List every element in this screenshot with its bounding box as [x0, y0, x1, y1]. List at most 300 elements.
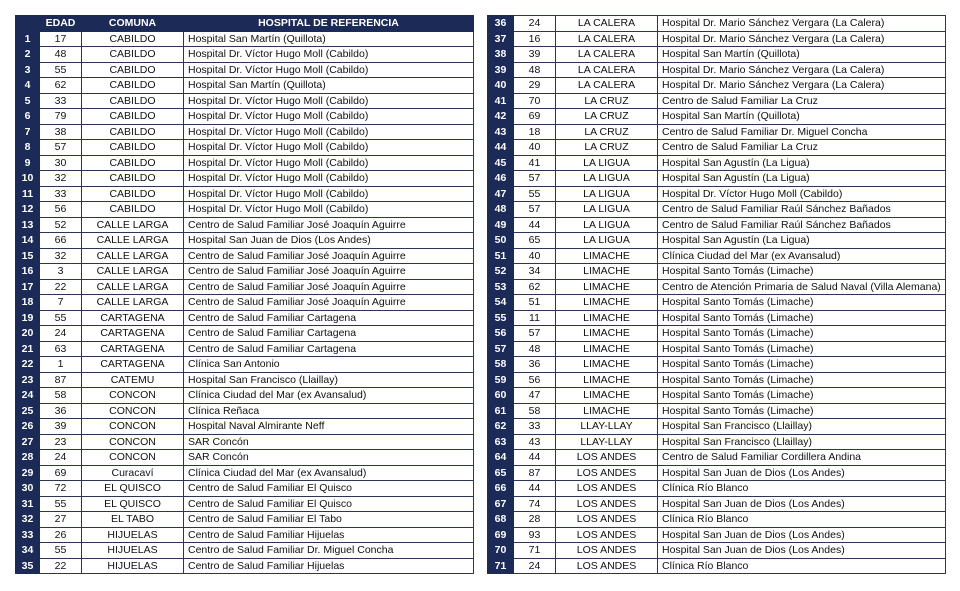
comuna-cell: LA LIGUA	[556, 186, 658, 202]
comuna-cell: CATEMU	[82, 372, 184, 388]
hospital-cell: Centro de Salud Familiar José Joaquín Aguirre	[184, 279, 474, 295]
edad-cell: 34	[514, 264, 556, 280]
comuna-cell: CARTAGENA	[82, 310, 184, 326]
comuna-cell: LIMACHE	[556, 357, 658, 373]
edad-cell: 33	[514, 419, 556, 435]
hospital-cell: Hospital San Francisco (Llaillay)	[658, 419, 946, 435]
comuna-cell: LOS ANDES	[556, 450, 658, 466]
row-number-cell: 34	[16, 543, 40, 559]
comuna-cell: LOS ANDES	[556, 558, 658, 574]
hospital-cell: Hospital Dr. Mario Sánchez Vergara (La Calera)	[658, 78, 946, 94]
comuna-cell: LIMACHE	[556, 264, 658, 280]
edad-cell: 66	[40, 233, 82, 249]
comuna-cell: LA CRUZ	[556, 124, 658, 140]
table-row	[16, 326, 474, 342]
table-row	[488, 341, 946, 357]
hospital-cell: Clínica Río Blanco	[658, 512, 946, 528]
table-row	[16, 264, 474, 280]
edad-cell: 24	[40, 450, 82, 466]
row-number-cell: 47	[488, 186, 514, 202]
hospital-cell: Hospital San Agustín (La Ligua)	[658, 171, 946, 187]
table-row	[16, 419, 474, 435]
row-number-cell: 58	[488, 357, 514, 373]
comuna-cell: LLAY-LLAY	[556, 419, 658, 435]
row-number-cell: 24	[16, 388, 40, 404]
comuna-cell: LIMACHE	[556, 295, 658, 311]
comuna-cell: LIMACHE	[556, 326, 658, 342]
table-row	[16, 543, 474, 559]
table-row	[488, 217, 946, 233]
comuna-cell: LOS ANDES	[556, 527, 658, 543]
edad-cell: 62	[40, 78, 82, 94]
hospital-cell: Hospital San Martín (Quillota)	[658, 47, 946, 63]
row-number-cell: 27	[16, 434, 40, 450]
table-row	[488, 403, 946, 419]
table-body-right	[488, 16, 946, 574]
edad-cell: 23	[40, 434, 82, 450]
hospital-cell: Hospital Dr. Víctor Hugo Moll (Cabildo)	[658, 186, 946, 202]
edad-cell: 40	[514, 140, 556, 156]
hospital-cell: Hospital Santo Tomás (Limache)	[658, 372, 946, 388]
comuna-cell: CARTAGENA	[82, 341, 184, 357]
comuna-cell: LA CALERA	[556, 78, 658, 94]
hospital-cell: Centro de Atención Primaria de Salud Naval (Villa Alemana)	[658, 279, 946, 295]
hospital-cell: Centro de Salud Familiar El Tabo	[184, 512, 474, 528]
hospital-cell: Clínica Ciudad del Mar (ex Avansalud)	[658, 248, 946, 264]
hospital-cell: SAR Concón	[184, 434, 474, 450]
table-row	[16, 202, 474, 218]
hospital-cell: Clínica Ciudad del Mar (ex Avansalud)	[184, 465, 474, 481]
table-row	[488, 93, 946, 109]
comuna-cell: CALLE LARGA	[82, 233, 184, 249]
row-number-cell: 71	[488, 558, 514, 574]
hospital-cell: Hospital Santo Tomás (Limache)	[658, 264, 946, 280]
comuna-cell: HIJUELAS	[82, 543, 184, 559]
hospital-cell: Centro de Salud Familiar José Joaquín Aguirre	[184, 264, 474, 280]
hospital-cell: Hospital San Juan de Dios (Los Andes)	[658, 543, 946, 559]
comuna-cell: LIMACHE	[556, 310, 658, 326]
table-row	[16, 512, 474, 528]
comuna-cell: LIMACHE	[556, 248, 658, 264]
hospital-cell: Hospital San Martín (Quillota)	[184, 31, 474, 47]
comuna-cell: CABILDO	[82, 31, 184, 47]
comuna-cell: LOS ANDES	[556, 512, 658, 528]
row-number-cell: 50	[488, 233, 514, 249]
comuna-cell: CABILDO	[82, 62, 184, 78]
comuna-cell: LOS ANDES	[556, 465, 658, 481]
row-number-cell: 18	[16, 295, 40, 311]
comuna-cell: LA LIGUA	[556, 171, 658, 187]
comuna-cell: LA LIGUA	[556, 233, 658, 249]
table-row	[16, 248, 474, 264]
table-row	[16, 496, 474, 512]
hospital-cell: Hospital Dr. Víctor Hugo Moll (Cabildo)	[184, 109, 474, 125]
row-number-cell: 39	[488, 62, 514, 78]
hospital-cell: Hospital Santo Tomás (Limache)	[658, 388, 946, 404]
edad-cell: 58	[514, 403, 556, 419]
table-row	[488, 279, 946, 295]
row-number-cell: 12	[16, 202, 40, 218]
edad-cell: 55	[40, 310, 82, 326]
hospital-cell: Hospital San Juan de Dios (Los Andes)	[658, 496, 946, 512]
header-comuna: COMUNA	[82, 16, 184, 32]
patients-table-left	[15, 15, 474, 574]
table-row	[16, 47, 474, 63]
row-number-cell: 38	[488, 47, 514, 63]
hospital-cell: Hospital Santo Tomás (Limache)	[658, 341, 946, 357]
row-number-cell: 55	[488, 310, 514, 326]
comuna-cell: HIJUELAS	[82, 527, 184, 543]
table-row	[488, 295, 946, 311]
comuna-cell: LA CRUZ	[556, 109, 658, 125]
row-number-cell: 68	[488, 512, 514, 528]
hospital-cell: Hospital Santo Tomás (Limache)	[658, 357, 946, 373]
hospital-cell: Centro de Salud Familiar Cartagena	[184, 341, 474, 357]
row-number-cell: 48	[488, 202, 514, 218]
table-row	[488, 140, 946, 156]
comuna-cell: CONCON	[82, 434, 184, 450]
table-row	[488, 78, 946, 94]
comuna-cell: LOS ANDES	[556, 481, 658, 497]
table-row	[16, 62, 474, 78]
hospital-cell: Hospital San Martín (Quillota)	[658, 109, 946, 125]
table-row	[488, 512, 946, 528]
hospital-cell: Hospital Dr. Víctor Hugo Moll (Cabildo)	[184, 186, 474, 202]
row-number-cell: 7	[16, 124, 40, 140]
edad-cell: 30	[40, 155, 82, 171]
hospital-cell: Centro de Salud Familiar Hijuelas	[184, 558, 474, 574]
comuna-cell: LIMACHE	[556, 403, 658, 419]
hospital-cell: Clínica Ciudad del Mar (ex Avansalud)	[184, 388, 474, 404]
hospital-cell: Centro de Salud Familiar Cartagena	[184, 310, 474, 326]
table-row	[16, 403, 474, 419]
row-number-cell: 31	[16, 496, 40, 512]
table-row	[488, 155, 946, 171]
table-row	[488, 372, 946, 388]
table-row	[488, 62, 946, 78]
row-number-cell: 5	[16, 93, 40, 109]
row-number-cell: 15	[16, 248, 40, 264]
table-row	[488, 481, 946, 497]
comuna-cell: Curacaví	[82, 465, 184, 481]
hospital-cell: Hospital Dr. Víctor Hugo Moll (Cabildo)	[184, 171, 474, 187]
hospital-cell: Hospital Dr. Mario Sánchez Vergara (La Calera)	[658, 31, 946, 47]
hospital-cell: Centro de Salud Familiar Dr. Miguel Concha	[658, 124, 946, 140]
hospital-cell: Hospital Dr. Mario Sánchez Vergara (La Calera)	[658, 62, 946, 78]
row-number-cell: 62	[488, 419, 514, 435]
row-number-cell: 49	[488, 217, 514, 233]
comuna-cell: CONCON	[82, 450, 184, 466]
row-number-cell: 4	[16, 78, 40, 94]
hospital-cell: Centro de Salud Familiar Cordillera Andina	[658, 450, 946, 466]
hospital-cell: Hospital San Francisco (Llaillay)	[658, 434, 946, 450]
edad-cell: 47	[514, 388, 556, 404]
row-number-cell: 59	[488, 372, 514, 388]
row-number-cell: 44	[488, 140, 514, 156]
edad-cell: 22	[40, 558, 82, 574]
table-row	[488, 543, 946, 559]
edad-cell: 26	[40, 527, 82, 543]
header-number	[16, 16, 40, 32]
table-row	[488, 47, 946, 63]
table-row	[16, 186, 474, 202]
hospital-cell: Centro de Salud Familiar Raúl Sánchez Bañados	[658, 217, 946, 233]
comuna-cell: CONCON	[82, 388, 184, 404]
row-number-cell: 26	[16, 419, 40, 435]
table-row	[16, 527, 474, 543]
row-number-cell: 65	[488, 465, 514, 481]
table-row	[16, 481, 474, 497]
row-number-cell: 45	[488, 155, 514, 171]
comuna-cell: LA CRUZ	[556, 93, 658, 109]
row-number-cell: 11	[16, 186, 40, 202]
edad-cell: 41	[514, 155, 556, 171]
comuna-cell: LA CALERA	[556, 31, 658, 47]
edad-cell: 44	[514, 217, 556, 233]
table-row	[16, 434, 474, 450]
hospital-cell: Hospital Santo Tomás (Limache)	[658, 326, 946, 342]
row-number-cell: 61	[488, 403, 514, 419]
comuna-cell: LA CRUZ	[556, 140, 658, 156]
edad-cell: 57	[514, 202, 556, 218]
row-number-cell: 64	[488, 450, 514, 466]
comuna-cell: LOS ANDES	[556, 496, 658, 512]
edad-cell: 32	[40, 248, 82, 264]
edad-cell: 69	[514, 109, 556, 125]
edad-cell: 65	[514, 233, 556, 249]
table-row	[488, 357, 946, 373]
edad-cell: 44	[514, 450, 556, 466]
edad-cell: 22	[40, 279, 82, 295]
edad-cell: 29	[514, 78, 556, 94]
edad-cell: 57	[514, 326, 556, 342]
comuna-cell: CONCON	[82, 403, 184, 419]
comuna-cell: LA LIGUA	[556, 155, 658, 171]
hospital-cell: Hospital San Juan de Dios (Los Andes)	[658, 527, 946, 543]
edad-cell: 17	[40, 31, 82, 47]
table-row	[488, 16, 946, 32]
table-body-left	[16, 31, 474, 574]
comuna-cell: LOS ANDES	[556, 543, 658, 559]
row-number-cell: 56	[488, 326, 514, 342]
patients-table-right	[487, 15, 946, 574]
comuna-cell: CABILDO	[82, 109, 184, 125]
edad-cell: 63	[40, 341, 82, 357]
comuna-cell: CALLE LARGA	[82, 264, 184, 280]
comuna-cell: CARTAGENA	[82, 357, 184, 373]
edad-cell: 87	[514, 465, 556, 481]
row-number-cell: 22	[16, 357, 40, 373]
table-row	[16, 295, 474, 311]
row-number-cell: 32	[16, 512, 40, 528]
hospital-cell: Hospital San Juan de Dios (Los Andes)	[658, 465, 946, 481]
edad-cell: 48	[514, 62, 556, 78]
edad-cell: 70	[514, 93, 556, 109]
edad-cell: 40	[514, 248, 556, 264]
edad-cell: 24	[40, 326, 82, 342]
hospital-cell: Hospital Dr. Víctor Hugo Moll (Cabildo)	[184, 62, 474, 78]
row-number-cell: 67	[488, 496, 514, 512]
hospital-cell: Centro de Salud Familiar Cartagena	[184, 326, 474, 342]
edad-cell: 55	[40, 62, 82, 78]
comuna-cell: CABILDO	[82, 155, 184, 171]
edad-cell: 39	[514, 47, 556, 63]
row-number-cell: 25	[16, 403, 40, 419]
hospital-cell: Centro de Salud Familiar Hijuelas	[184, 527, 474, 543]
comuna-cell: LIMACHE	[556, 341, 658, 357]
edad-cell: 28	[514, 512, 556, 528]
hospital-cell: Hospital Santo Tomás (Limache)	[658, 403, 946, 419]
table-row	[488, 171, 946, 187]
comuna-cell: LIMACHE	[556, 372, 658, 388]
table-row	[488, 558, 946, 574]
row-number-cell: 13	[16, 217, 40, 233]
hospital-cell: Centro de Salud Familiar El Quisco	[184, 481, 474, 497]
hospital-cell: Hospital San Juan de Dios (Los Andes)	[184, 233, 474, 249]
table-row	[16, 558, 474, 574]
hospital-cell: SAR Concón	[184, 450, 474, 466]
table-row	[488, 202, 946, 218]
edad-cell: 3	[40, 264, 82, 280]
table-row	[488, 310, 946, 326]
comuna-cell: EL TABO	[82, 512, 184, 528]
comuna-cell: LA LIGUA	[556, 217, 658, 233]
row-number-cell: 10	[16, 171, 40, 187]
table-row	[16, 310, 474, 326]
table-row	[16, 450, 474, 466]
row-number-cell: 70	[488, 543, 514, 559]
comuna-cell: CABILDO	[82, 171, 184, 187]
row-number-cell: 19	[16, 310, 40, 326]
comuna-cell: EL QUISCO	[82, 481, 184, 497]
hospital-cell: Centro de Salud Familiar La Cruz	[658, 93, 946, 109]
edad-cell: 36	[40, 403, 82, 419]
hospital-cell: Centro de Salud Familiar La Cruz	[658, 140, 946, 156]
row-number-cell: 40	[488, 78, 514, 94]
header-hospital: HOSPITAL DE REFERENCIA	[184, 16, 474, 32]
table-row	[16, 465, 474, 481]
row-number-cell: 36	[488, 16, 514, 32]
edad-cell: 7	[40, 295, 82, 311]
comuna-cell: LA CALERA	[556, 16, 658, 32]
table-row	[16, 78, 474, 94]
comuna-cell: CABILDO	[82, 93, 184, 109]
comuna-cell: CABILDO	[82, 202, 184, 218]
edad-cell: 56	[514, 372, 556, 388]
hospital-cell: Hospital Naval Almirante Neff	[184, 419, 474, 435]
edad-cell: 55	[40, 543, 82, 559]
comuna-cell: LLAY-LLAY	[556, 434, 658, 450]
table-row	[488, 465, 946, 481]
table-row	[16, 279, 474, 295]
comuna-cell: CONCON	[82, 419, 184, 435]
row-number-cell: 14	[16, 233, 40, 249]
row-number-cell: 20	[16, 326, 40, 342]
table-row	[488, 109, 946, 125]
table-row	[488, 419, 946, 435]
hospital-cell: Hospital San Francisco (Llaillay)	[184, 372, 474, 388]
edad-cell: 58	[40, 388, 82, 404]
table-row	[488, 326, 946, 342]
comuna-cell: CALLE LARGA	[82, 279, 184, 295]
row-number-cell: 63	[488, 434, 514, 450]
hospital-cell: Centro de Salud Familiar José Joaquín Aguirre	[184, 248, 474, 264]
edad-cell: 16	[514, 31, 556, 47]
comuna-cell: CABILDO	[82, 124, 184, 140]
table-row	[16, 357, 474, 373]
table-row	[488, 31, 946, 47]
edad-cell: 32	[40, 171, 82, 187]
table-row	[16, 171, 474, 187]
comuna-cell: CABILDO	[82, 78, 184, 94]
hospital-cell: Centro de Salud Familiar Raúl Sánchez Bañados	[658, 202, 946, 218]
row-number-cell: 21	[16, 341, 40, 357]
row-number-cell: 28	[16, 450, 40, 466]
table-row	[16, 31, 474, 47]
edad-cell: 93	[514, 527, 556, 543]
hospital-cell: Clínica Río Blanco	[658, 481, 946, 497]
edad-cell: 55	[514, 186, 556, 202]
table-row	[16, 388, 474, 404]
comuna-cell: CALLE LARGA	[82, 217, 184, 233]
table-row	[16, 372, 474, 388]
edad-cell: 38	[40, 124, 82, 140]
comuna-cell: LA CALERA	[556, 62, 658, 78]
hospital-cell: Hospital Dr. Víctor Hugo Moll (Cabildo)	[184, 155, 474, 171]
table-row	[488, 496, 946, 512]
edad-cell: 79	[40, 109, 82, 125]
comuna-cell: CARTAGENA	[82, 326, 184, 342]
edad-cell: 24	[514, 558, 556, 574]
table-row	[488, 450, 946, 466]
edad-cell: 51	[514, 295, 556, 311]
table-row	[488, 124, 946, 140]
comuna-cell: CABILDO	[82, 140, 184, 156]
table-row	[16, 233, 474, 249]
row-number-cell: 57	[488, 341, 514, 357]
row-number-cell: 3	[16, 62, 40, 78]
hospital-cell: Clínica San Antonio	[184, 357, 474, 373]
table-row	[16, 155, 474, 171]
row-number-cell: 46	[488, 171, 514, 187]
hospital-cell: Centro de Salud Familiar Dr. Miguel Concha	[184, 543, 474, 559]
table-row	[16, 109, 474, 125]
table-row	[488, 434, 946, 450]
comuna-cell: LIMACHE	[556, 279, 658, 295]
edad-cell: 33	[40, 93, 82, 109]
row-number-cell: 17	[16, 279, 40, 295]
hospital-cell: Centro de Salud Familiar El Quisco	[184, 496, 474, 512]
edad-cell: 56	[40, 202, 82, 218]
hospital-cell: Hospital Dr. Víctor Hugo Moll (Cabildo)	[184, 93, 474, 109]
hospital-cell: Hospital Dr. Víctor Hugo Moll (Cabildo)	[184, 47, 474, 63]
table-row	[16, 341, 474, 357]
edad-cell: 48	[514, 341, 556, 357]
row-number-cell: 51	[488, 248, 514, 264]
edad-cell: 27	[40, 512, 82, 528]
row-number-cell: 52	[488, 264, 514, 280]
hospital-cell: Hospital Santo Tomás (Limache)	[658, 310, 946, 326]
row-number-cell: 33	[16, 527, 40, 543]
comuna-cell: LA LIGUA	[556, 202, 658, 218]
hospital-cell: Hospital San Agustín (La Ligua)	[658, 155, 946, 171]
hospital-cell: Centro de Salud Familiar José Joaquín Aguirre	[184, 295, 474, 311]
edad-cell: 69	[40, 465, 82, 481]
edad-cell: 62	[514, 279, 556, 295]
table-row	[16, 124, 474, 140]
table-row	[488, 233, 946, 249]
edad-cell: 39	[40, 419, 82, 435]
